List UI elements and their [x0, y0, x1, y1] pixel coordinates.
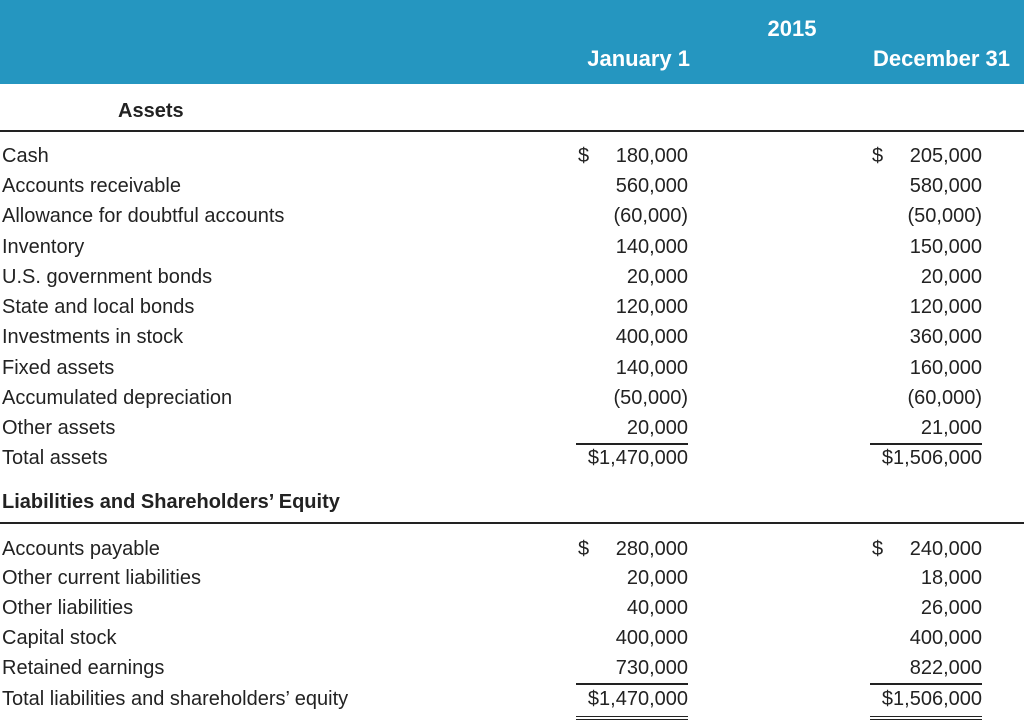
assets-rule [0, 130, 1024, 132]
column-heading-december-31: December 31 [873, 46, 1010, 71]
table-row: Investments in stock 400,000 360,000 [2, 326, 982, 348]
table-row: U.S. government bonds 20,000 20,000 [2, 266, 982, 288]
column-heading-january-1: January 1 [587, 46, 690, 71]
table-row: Accumulated depreciation (50,000) (60,000) [2, 387, 982, 409]
table-row: Other liabilities 40,000 26,000 [2, 597, 982, 619]
row-label: Other assets [2, 417, 116, 439]
row-label: U.S. government bonds [2, 266, 213, 288]
row-label: Other liabilities [2, 597, 134, 619]
row-label: Capital stock [2, 627, 117, 649]
assets-section-title: Assets [118, 100, 184, 122]
table-row: Inventory 140,000 150,000 [2, 236, 982, 258]
liabilities-section-title: Liabilities and Shareholders’ Equity [2, 491, 340, 513]
value-january-1: 730,000 [576, 657, 688, 685]
year-heading: 2015 [767, 16, 817, 41]
table-row: Accounts receivable 560,000 580,000 [2, 175, 982, 197]
row-label: Allowance for doubtful accounts [2, 205, 285, 227]
row-label: Accounts payable [2, 538, 160, 560]
table-row: State and local bonds 120,000 120,000 [2, 296, 982, 318]
liabilities-rule [0, 522, 1024, 524]
total-december-31: $1,506,000 [870, 688, 982, 720]
row-label: State and local bonds [2, 296, 195, 318]
table-header [0, 0, 1024, 84]
value-january-1: 20,000 [576, 417, 688, 445]
value-december-31: 21,000 [870, 417, 982, 445]
row-label: Total assets [2, 447, 108, 469]
value-december-31: 822,000 [870, 657, 982, 685]
table-row: Capital stock 400,000 400,000 [2, 627, 982, 649]
row-label: Inventory [2, 236, 85, 258]
row-label: Fixed assets [2, 357, 115, 379]
table-row: Other current liabilities 20,000 18,000 [2, 567, 982, 589]
row-label: Accumulated depreciation [2, 387, 233, 409]
row-label: Other current liabilities [2, 567, 201, 589]
table-row: Cash $ 180,000 $ 205,000 [2, 145, 982, 167]
row-label: Total liabilities and shareholders’ equity [2, 688, 349, 710]
table-row-total [0, 688, 1024, 718]
table-row [0, 417, 1024, 447]
row-label: Investments in stock [2, 326, 184, 348]
row-label: Accounts receivable [2, 175, 181, 197]
table-row: Fixed assets 140,000 160,000 [2, 357, 982, 379]
table-row: Allowance for doubtful accounts (60,000) (50,000) [2, 205, 982, 227]
table-row: Accounts payable $ 280,000 $ 240,000 [2, 538, 982, 560]
row-label: Retained earnings [2, 657, 165, 679]
table-row [0, 657, 1024, 687]
total-january-1: $1,470,000 [576, 688, 688, 720]
row-label: Cash [2, 145, 49, 167]
table-row-total: Total assets $1,470,000 $1,506,000 [2, 447, 982, 469]
